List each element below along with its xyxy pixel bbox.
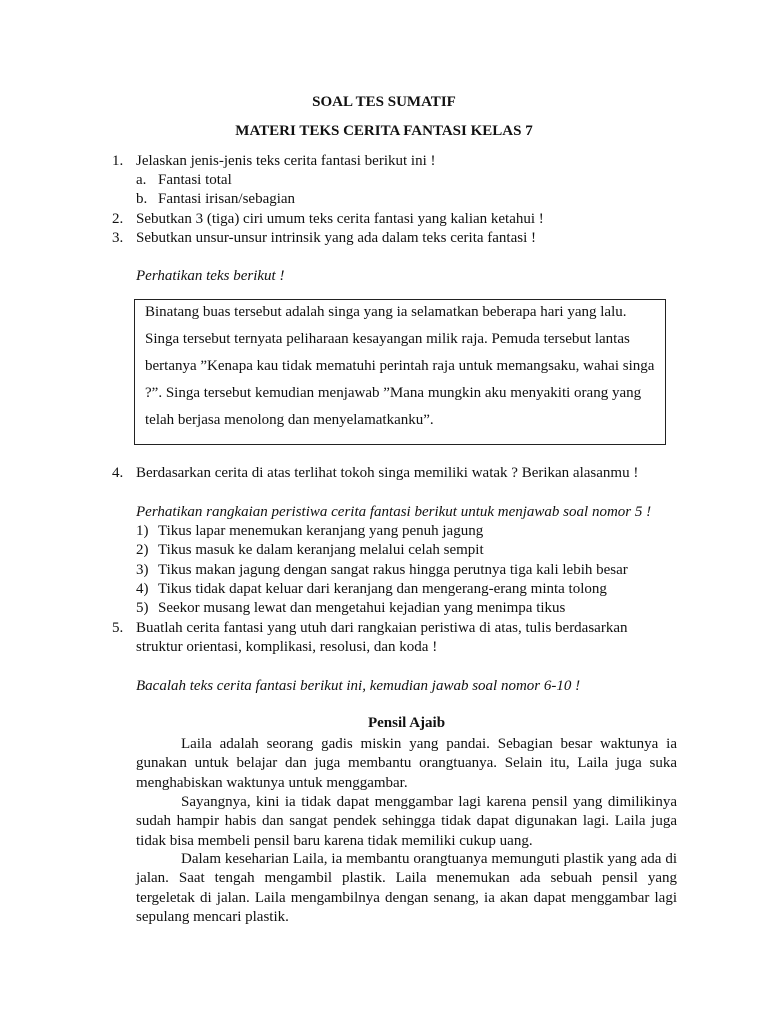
document-title: SOAL TES SUMATIF	[312, 94, 456, 110]
question-number: 5.	[112, 620, 124, 636]
story-paragraph-text: Laila adalah seorang gadis miskin yang pandai. Sebagian besar waktunya ia gunakan untuk belajar dan juga membantu orangtuanya. Selain itu, Laila juga suka menghabiskan waktunya untuk menggambar.	[136, 736, 677, 791]
story-paragraph	[136, 735, 677, 793]
question-text: Buatlah cerita fantasi yang utuh dari rangkaian peristiwa di atas, tulis berdasarkan	[136, 620, 628, 636]
instruction-read-story: Bacalah teks cerita fantasi berikut ini, kemudian jawab soal nomor 6-10 !	[136, 678, 581, 694]
option-letter: a.	[136, 172, 147, 188]
question-number: 2.	[112, 211, 124, 227]
event-text: Tikus makan jagung dengan sangat rakus hingga perutnya tiga kali lebih besar	[158, 562, 628, 578]
document-subtitle: MATERI TEKS CERITA FANTASI KELAS 7	[235, 123, 533, 139]
event-text: Tikus tidak dapat keluar dari keranjang dan mengerang-erang minta tolong	[158, 581, 607, 597]
excerpt-line: telah berjasa menolong dan menyelamatkanku”.	[145, 412, 434, 428]
event-number: 5)	[136, 600, 149, 616]
excerpt-box	[134, 299, 666, 445]
question-text: Sebutkan 3 (tiga) ciri umum teks cerita fantasi yang kalian ketahui !	[136, 211, 544, 227]
excerpt-line: Binatang buas tersebut adalah singa yang ia selamatkan beberapa hari yang lalu.	[145, 304, 627, 320]
event-text: Tikus masuk ke dalam keranjang melalui celah sempit	[158, 542, 484, 558]
excerpt-line: bertanya ”Kenapa kau tidak mematuhi perintah raja untuk memangsaku, wahai singa	[145, 358, 655, 374]
question-text: Berdasarkan cerita di atas terlihat tokoh singa memiliki watak ? Berikan alasanmu !	[136, 465, 639, 481]
story-title: Pensil Ajaib	[367, 715, 446, 731]
option-letter: b.	[136, 191, 148, 207]
event-number: 1)	[136, 523, 149, 539]
option-text: Fantasi irisan/sebagian	[158, 191, 296, 207]
option-text: Fantasi total	[158, 172, 232, 188]
question-number: 4.	[112, 465, 124, 481]
question-text: Sebutkan unsur-unsur intrinsik yang ada dalam teks cerita fantasi !	[136, 230, 537, 246]
story-paragraph-text: Sayangnya, kini ia tidak dapat menggambar lagi karena pensil yang dimilikinya sudah hampir habis dan sangat pendek sehingga tidak dapat digunakan lagi. Laila juga tidak bisa membeli pensil baru karena tidak memiliki cukup uang.	[136, 794, 677, 849]
story-paragraph	[136, 793, 677, 851]
question-number: 1.	[112, 153, 124, 169]
question-number: 3.	[112, 230, 124, 246]
story-paragraph-text: Dalam keseharian Laila, ia membantu orangtuanya memunguti plastik yang ada di jalan. Saat tengah mengambil plastik. Laila menemukan ada sebuah pensil yang tergeletak di jalan. Laila mengambilnya dengan senang, ia akan dapat menggambar lagi sepulang mencari plastik.	[136, 851, 677, 925]
question-text: Jelaskan jenis-jenis teks cerita fantasi berikut ini !	[136, 153, 436, 169]
event-text: Seekor musang lewat dan mengetahui kejadian yang menimpa tikus	[158, 600, 566, 616]
instruction-event-sequence: Perhatikan rangkaian peristiwa cerita fantasi berikut untuk menjawab soal nomor 5 !	[136, 504, 652, 520]
event-text: Tikus lapar menemukan keranjang yang penuh jagung	[158, 523, 484, 539]
question-text: struktur orientasi, komplikasi, resolusi, dan koda !	[136, 639, 438, 655]
instruction-read-text: Perhatikan teks berikut !	[136, 268, 285, 284]
event-number: 2)	[136, 542, 149, 558]
excerpt-line: ?”. Singa tersebut kemudian menjawab ”Mana mungkin aku menyakiti orang yang	[145, 385, 642, 401]
event-number: 4)	[136, 581, 149, 597]
story-paragraph	[136, 850, 677, 927]
event-number: 3)	[136, 562, 149, 578]
excerpt-line: Singa tersebut ternyata peliharaan kesayangan milik raja. Pemuda tersebut lantas	[145, 331, 630, 347]
